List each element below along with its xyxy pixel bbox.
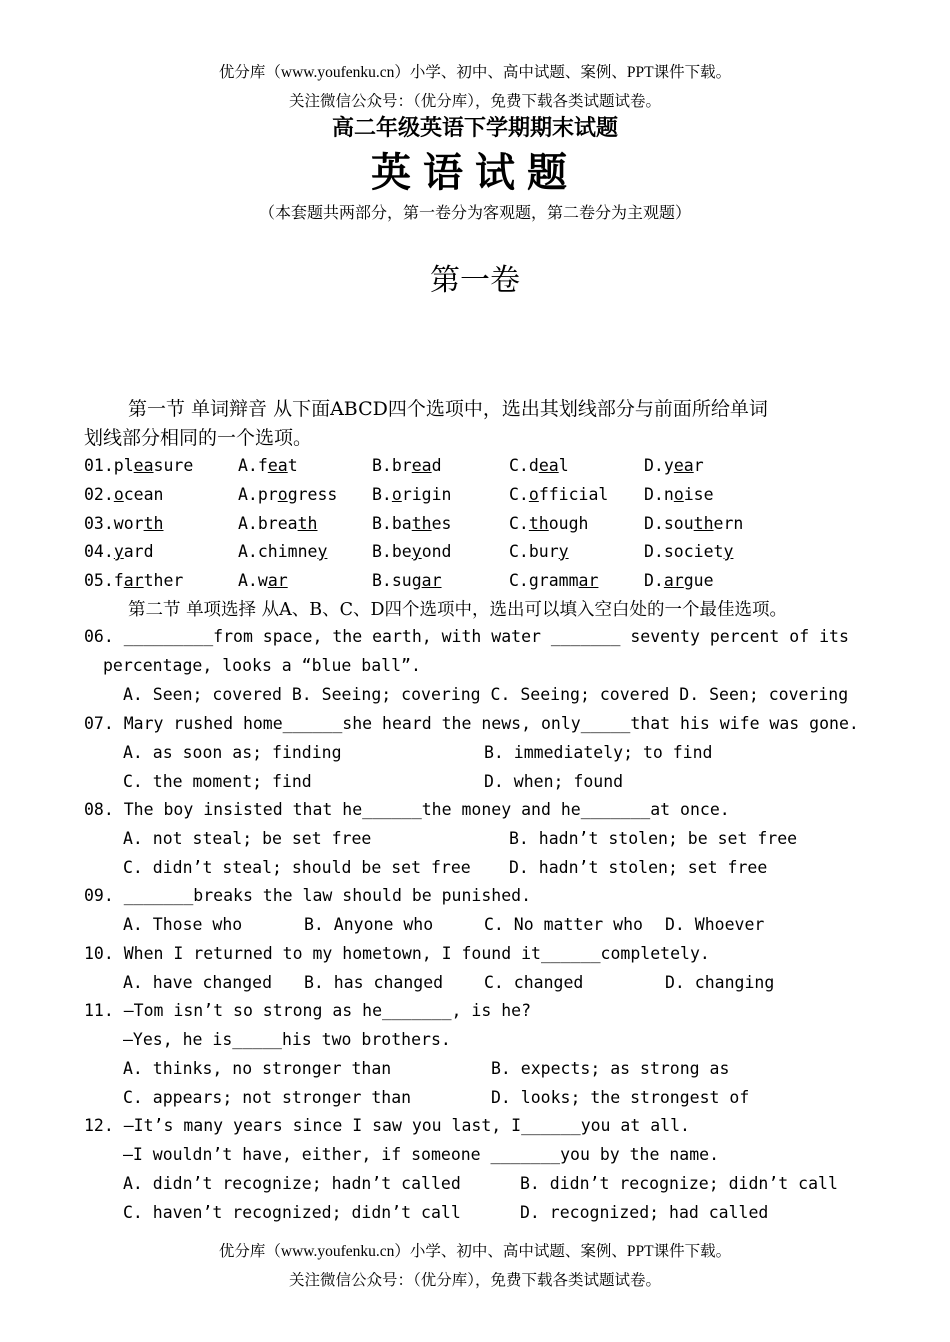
word-part: rigin xyxy=(401,485,452,504)
phonetics-cell xyxy=(84,542,154,561)
underlined-letters: th xyxy=(297,514,318,533)
question-11-option-b: B. expects; as strong as xyxy=(491,1059,730,1078)
phonetics-cell xyxy=(238,571,288,590)
word-part: B.sug xyxy=(372,571,422,590)
phonetics-cell xyxy=(372,571,442,590)
word-part: D.societ xyxy=(644,542,724,561)
word-part: ard xyxy=(123,542,154,561)
word-part: C. xyxy=(509,485,529,504)
underlined-letters: y xyxy=(723,542,734,561)
question-12-stem: 12. —It’s many years since I saw you last, I______you at all. xyxy=(84,1116,690,1135)
underlined-letters: ea xyxy=(411,456,432,475)
word-part: t xyxy=(287,456,298,475)
phonetics-cell xyxy=(509,485,608,504)
question-12-reply: —I wouldn’t have, either, if someone _______you by the name. xyxy=(123,1145,720,1164)
word-part: ough xyxy=(548,514,589,533)
exam-note: （本套题共两部分，第一卷分为客观题，第二卷分为主观题） xyxy=(258,203,691,222)
word-part: C.gramm xyxy=(509,571,579,590)
word-part: 04. xyxy=(84,542,114,561)
question-06-options: A. Seen; covered B. Seeing; covering C. Seeing; covered D. Seen; covering xyxy=(123,685,849,704)
question-10-option-d: D. changing xyxy=(665,973,775,992)
question-10-option-c: C. changed xyxy=(484,973,584,992)
question-11-reply: —Yes, he is_____his two brothers. xyxy=(123,1030,451,1049)
question-06-stem-cont: percentage, looks a “blue ball”. xyxy=(103,656,421,675)
word-part: ern xyxy=(713,514,744,533)
word-part: 05.f xyxy=(84,571,124,590)
question-10-option-b: B. has changed xyxy=(304,973,444,992)
word-part: A.brea xyxy=(238,514,298,533)
phonetics-cell xyxy=(372,485,451,504)
question-08-option-c: C. didn’t steal; should be set free xyxy=(123,858,471,877)
word-part: A.w xyxy=(238,571,268,590)
phonetics-cell xyxy=(644,485,714,504)
word-part: D. xyxy=(644,571,664,590)
section2-heading: 第二节 单项选择 从A、B、C、D四个选项中，选出可以填入空白处的一个最佳选项。 xyxy=(128,600,788,620)
underlined-letters: ar xyxy=(663,571,684,590)
question-11-option-a: A. thinks, no stronger than xyxy=(123,1059,392,1078)
question-07-option-b: B. immediately; to find xyxy=(484,743,713,762)
underlined-letters: o xyxy=(673,485,684,504)
phonetics-cell xyxy=(509,542,569,561)
question-08-option-b: B. hadn’t stolen; be set free xyxy=(509,829,798,848)
underlined-letters: y xyxy=(113,542,124,561)
underlined-letters: ar xyxy=(123,571,144,590)
word-part: B. xyxy=(372,485,392,504)
question-09-stem: 09. _______breaks the law should be punished. xyxy=(84,886,532,905)
question-09-option-a: A. Those who xyxy=(123,915,243,934)
underlined-letters: o xyxy=(113,485,124,504)
word-part: C.bur xyxy=(509,542,559,561)
word-part: ther xyxy=(143,571,184,590)
word-part: gue xyxy=(683,571,714,590)
word-part: D.n xyxy=(644,485,674,504)
phonetics-cell xyxy=(238,456,298,475)
word-part: ise xyxy=(683,485,714,504)
underlined-letters: o xyxy=(277,485,288,504)
question-07-stem: 07. Mary rushed home______she heard the news, only_____that his wife was gone. xyxy=(84,714,859,733)
question-09-option-b: B. Anyone who xyxy=(304,915,434,934)
question-11-option-d: D. looks; the strongest of xyxy=(491,1088,750,1107)
phonetics-cell xyxy=(372,514,452,533)
question-12-option-d: D. recognized; had called xyxy=(520,1203,769,1222)
word-part: 02. xyxy=(84,485,114,504)
question-11-option-c: C. appears; not stronger than xyxy=(123,1088,412,1107)
word-part: D.sou xyxy=(644,514,694,533)
phonetics-cell xyxy=(84,456,193,475)
underlined-letters: ar xyxy=(267,571,288,590)
word-part: A.pr xyxy=(238,485,278,504)
word-part: d xyxy=(431,456,442,475)
underlined-letters: ea xyxy=(267,456,288,475)
volume-title: 第一卷 xyxy=(430,263,520,298)
phonetics-cell xyxy=(84,514,163,533)
subject-title: 英语试题 xyxy=(371,149,579,196)
underlined-letters: ar xyxy=(578,571,599,590)
phonetics-cell xyxy=(644,456,704,475)
underlined-letters: ea xyxy=(538,456,559,475)
underlined-letters: y xyxy=(317,542,328,561)
word-part: l xyxy=(558,456,569,475)
question-12-option-b: B. didn’t recognize; didn’t call xyxy=(520,1174,838,1193)
word-part: C.d xyxy=(509,456,539,475)
phonetics-cell xyxy=(509,456,569,475)
phonetics-cell xyxy=(238,514,317,533)
word-part: D.y xyxy=(644,456,674,475)
question-12-option-a: A. didn’t recognize; hadn’t called xyxy=(123,1174,461,1193)
phonetics-cell xyxy=(84,571,183,590)
word-part: A.f xyxy=(238,456,268,475)
question-09-option-c: C. No matter who xyxy=(484,915,643,934)
word-part: B.ba xyxy=(372,514,412,533)
word-part: B.br xyxy=(372,456,412,475)
underlined-letters: y xyxy=(411,542,422,561)
word-part: fficial xyxy=(538,485,609,504)
word-part: C. xyxy=(509,514,529,533)
phonetics-cell xyxy=(644,514,743,533)
question-12-option-c: C. haven’t recognized; didn’t call xyxy=(123,1203,461,1222)
word-part: A.chimne xyxy=(238,542,318,561)
underlined-letters: ea xyxy=(673,456,694,475)
word-part: sure xyxy=(153,456,194,475)
phonetics-cell xyxy=(644,571,714,590)
word-part: 01.pl xyxy=(84,456,134,475)
underlined-letters: y xyxy=(558,542,569,561)
footer-line-2: 关注微信公众号：（优分库），免费下载各类试题试卷。 xyxy=(288,1272,661,1289)
question-08-option-d: D. hadn’t stolen; set free xyxy=(509,858,768,877)
question-11-stem: 11. —Tom isn’t so strong as he_______, is he? xyxy=(84,1001,532,1020)
word-part: es xyxy=(431,514,452,533)
word-part: cean xyxy=(123,485,164,504)
word-part: B.be xyxy=(372,542,412,561)
phonetics-cell xyxy=(644,542,733,561)
phonetics-cell xyxy=(84,485,164,504)
section1-heading: 第一节 单词辩音 从下面ABCD四个选项中，选出其划线部分与前面所给单词 xyxy=(128,398,768,420)
question-08-option-a: A. not steal; be set free xyxy=(123,829,372,848)
question-06-stem: 06. _________from space, the earth, with water _______ seventy percent of its xyxy=(84,627,849,646)
header-line-1: 优分库（www.youfenku.cn）小学、初中、高中试题、案例、PPT课件下载。 xyxy=(218,64,732,81)
underlined-letters: ar xyxy=(421,571,442,590)
exam-title: 高二年级英语下学期期末试题 xyxy=(331,115,618,141)
phonetics-cell xyxy=(509,571,598,590)
question-10-option-a: A. have changed xyxy=(123,973,273,992)
word-part: gress xyxy=(287,485,338,504)
question-07-option-d: D. when; found xyxy=(484,772,624,791)
underlined-letters: o xyxy=(528,485,539,504)
question-10-stem: 10. When I returned to my hometown, I found it______completely. xyxy=(84,944,710,963)
underlined-letters: th xyxy=(143,514,164,533)
phonetics-cell xyxy=(372,542,452,561)
underlined-letters: th xyxy=(528,514,549,533)
word-part: r xyxy=(693,456,704,475)
phonetics-cell xyxy=(238,485,337,504)
underlined-letters: o xyxy=(391,485,402,504)
word-part: ond xyxy=(421,542,452,561)
footer-line-1: 优分库（www.youfenku.cn）小学、初中、高中试题、案例、PPT课件下载。 xyxy=(218,1243,732,1260)
word-part: 03.wor xyxy=(84,514,144,533)
phonetics-cell xyxy=(509,514,589,533)
underlined-letters: th xyxy=(411,514,432,533)
question-07-option-c: C. the moment; find xyxy=(123,772,312,791)
question-09-option-d: D. Whoever xyxy=(665,915,765,934)
question-07-option-a: A. as soon as; finding xyxy=(123,743,342,762)
phonetics-cell xyxy=(372,456,442,475)
header-line-2: 关注微信公众号：（优分库），免费下载各类试题试卷。 xyxy=(288,93,661,110)
underlined-letters: th xyxy=(693,514,714,533)
section1-heading-cont: 划线部分相同的一个选项。 xyxy=(84,427,313,449)
underlined-letters: ea xyxy=(133,456,154,475)
question-08-stem: 08. The boy insisted that he______the money and he_______at once. xyxy=(84,800,730,819)
phonetics-cell xyxy=(238,542,327,561)
